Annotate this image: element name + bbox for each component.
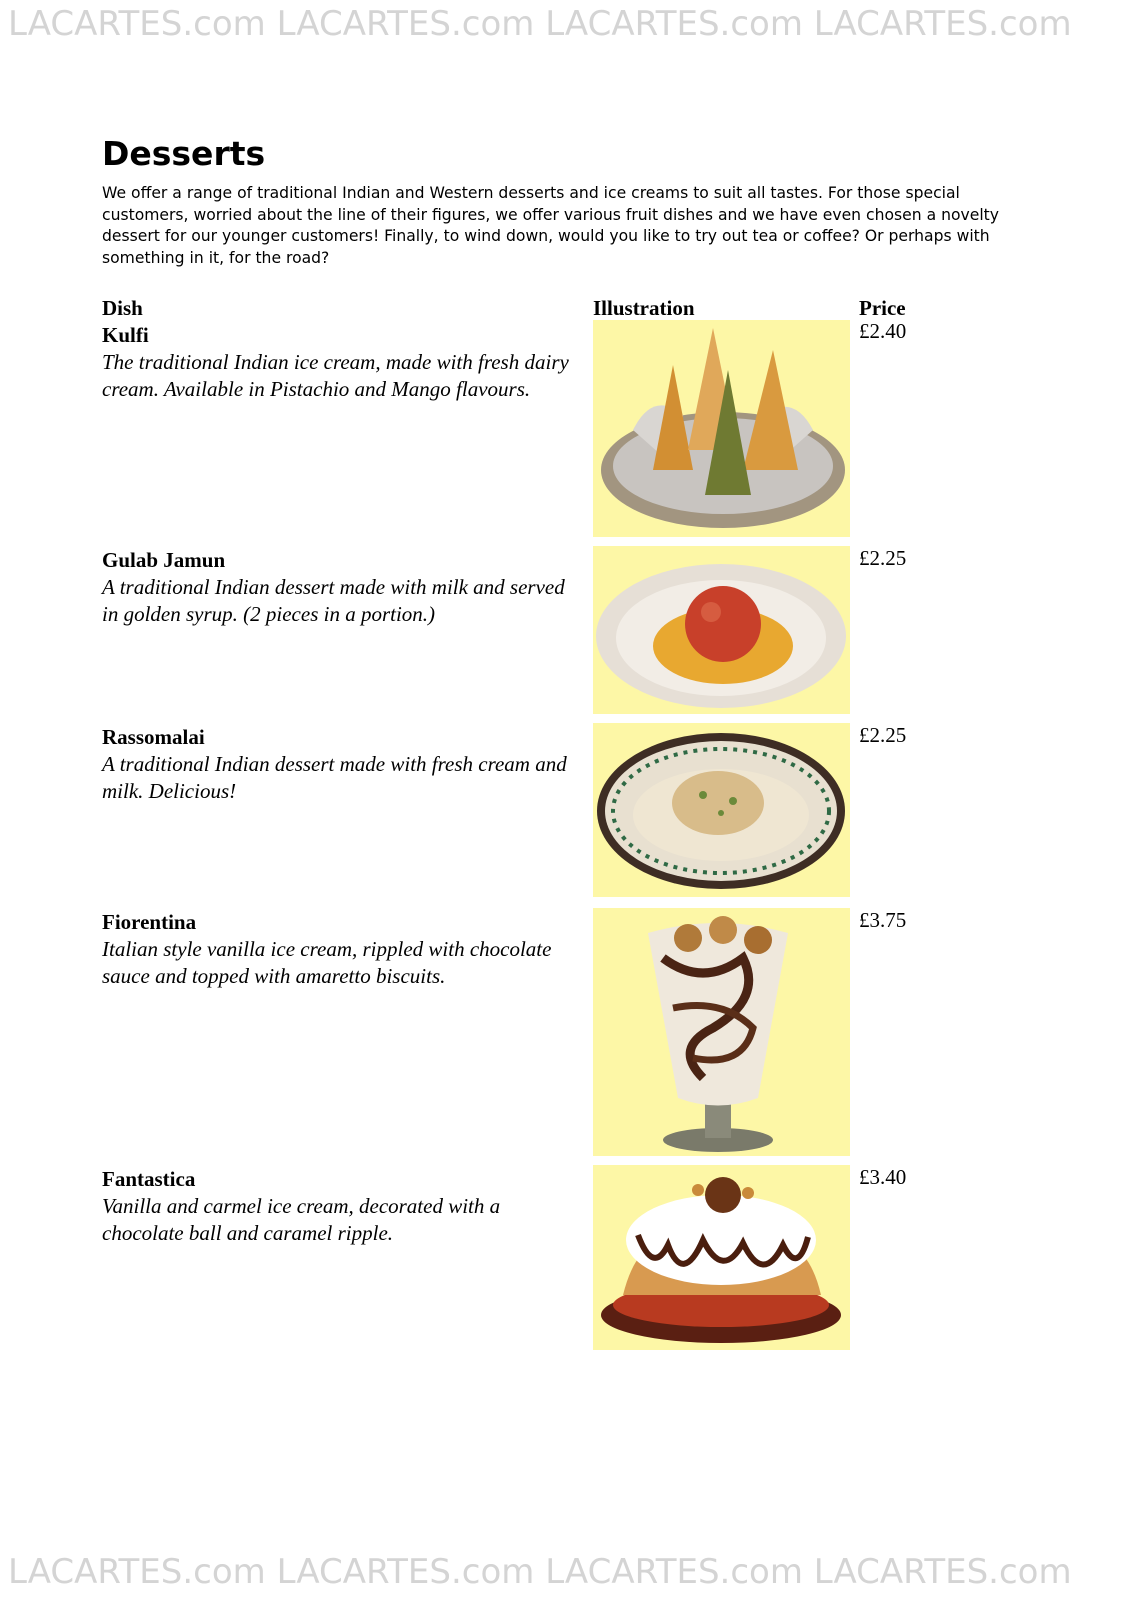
menu-item-rassomalai bbox=[102, 724, 577, 805]
dish-price: £2.40 bbox=[859, 319, 907, 343]
dish-name: Rassomalai bbox=[102, 725, 205, 749]
menu-item-kulfi bbox=[102, 322, 577, 403]
kulfi-photo bbox=[593, 320, 850, 537]
dish-description: Italian style vanilla ice cream, rippled with chocolate sauce and topped with amaretto biscuits. bbox=[102, 937, 552, 988]
page-title: Desserts bbox=[102, 134, 266, 173]
dish-name: Gulab Jamun bbox=[102, 548, 226, 572]
dish-price: £3.75 bbox=[859, 908, 907, 932]
gulab-jamun-photo bbox=[593, 546, 850, 714]
dish-price: £2.25 bbox=[859, 546, 907, 570]
watermark-bottom: LACARTES.com LACARTES.com LACARTES.com LACARTES.com bbox=[8, 1552, 1072, 1592]
menu-item-gulab-jamun bbox=[102, 547, 577, 628]
dish-description: A traditional Indian dessert made with milk and served in golden syrup. (2 pieces in a portion.) bbox=[102, 575, 565, 626]
dish-name: Fiorentina bbox=[102, 910, 197, 934]
dish-description: Vanilla and carmel ice cream, decorated with a chocolate ball and caramel ripple. bbox=[102, 1194, 501, 1245]
watermark-top: LACARTES.com LACARTES.com LACARTES.com LACARTES.com bbox=[8, 4, 1072, 44]
column-header-price: Price bbox=[859, 296, 906, 320]
fantastica-photo bbox=[593, 1165, 850, 1350]
menu-item-fiorentina bbox=[102, 909, 577, 990]
dish-name: Kulfi bbox=[102, 323, 149, 347]
column-header-illustration: Illustration bbox=[593, 296, 695, 320]
column-header-dish: Dish bbox=[102, 296, 143, 320]
dish-description: A traditional Indian dessert made with fresh cream and milk. Delicious! bbox=[102, 752, 567, 803]
dish-name: Fantastica bbox=[102, 1167, 196, 1191]
dish-description: The traditional Indian ice cream, made with fresh dairy cream. Available in Pistachio and Mango flavours. bbox=[102, 350, 569, 401]
intro-paragraph: We offer a range of traditional Indian and Western desserts and ice creams to suit all tastes. For those special customers, worried about the line of their figures, we offer various fruit dishes and we have even chosen a novelty dessert for our younger customers! Finally, to wind down, would you like to try out tea or coffee? Or perhaps with something in it, for the road? bbox=[102, 184, 1000, 267]
rassomalai-photo bbox=[593, 723, 850, 897]
fiorentina-photo bbox=[593, 908, 850, 1156]
menu-item-fantastica bbox=[102, 1166, 577, 1247]
dish-price: £3.40 bbox=[859, 1165, 907, 1189]
dish-price: £2.25 bbox=[859, 723, 907, 747]
